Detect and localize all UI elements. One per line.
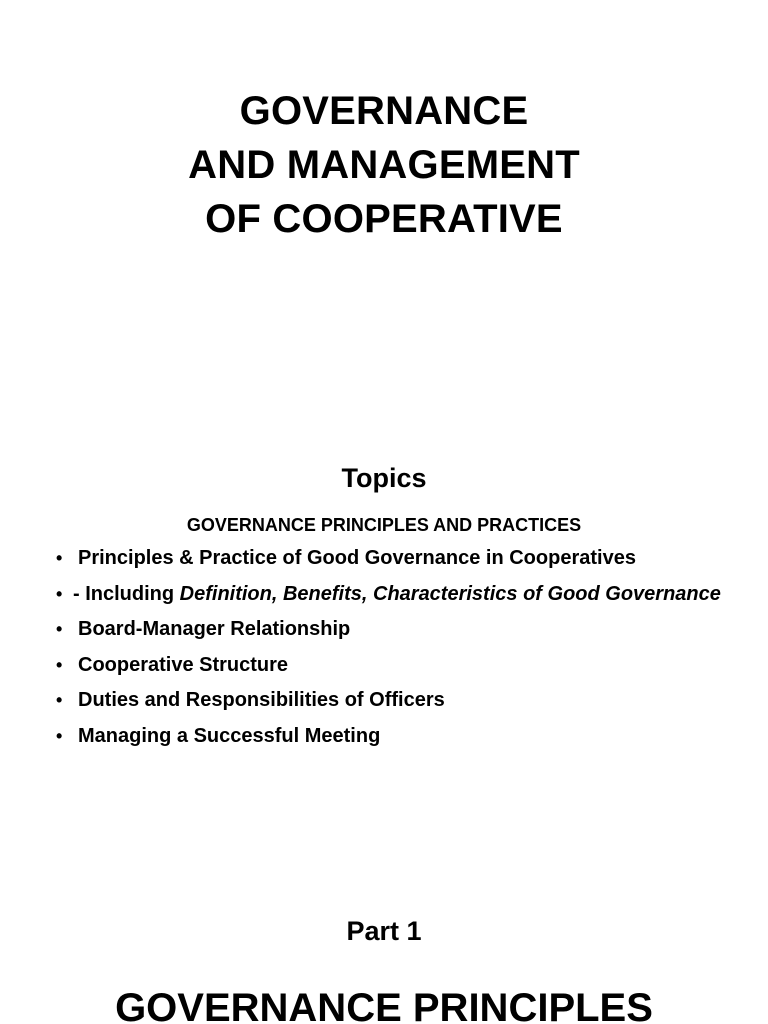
document-title bbox=[0, 84, 768, 246]
topic-list bbox=[56, 544, 736, 757]
topic-item bbox=[56, 544, 736, 572]
bullet-icon: • bbox=[56, 654, 63, 675]
topic-text: Principles & Practice of Good Governance in Cooperatives bbox=[78, 547, 636, 569]
topic-item bbox=[56, 615, 736, 643]
topic-text: Managing a Successful Meeting bbox=[78, 724, 381, 747]
title-line-1: GOVERNANCE bbox=[239, 89, 529, 133]
topic-prefix: - Including bbox=[73, 582, 180, 605]
bullet-icon: • bbox=[56, 725, 63, 746]
bullet-icon: • bbox=[56, 690, 63, 710]
title-line-3: OF COOPERATIVE bbox=[205, 197, 563, 241]
section-title: GOVERNANCE PRINCIPLES bbox=[115, 986, 653, 1024]
topic-italic-text: Definition, Benefits, Characteristics of Good Governance bbox=[179, 582, 721, 605]
part-label: Part 1 bbox=[346, 916, 422, 946]
topic-item bbox=[56, 686, 736, 714]
bullet-icon: • bbox=[56, 548, 63, 568]
topic-text: Cooperative Structure bbox=[78, 653, 289, 676]
topic-item bbox=[56, 722, 736, 750]
topic-text: Duties and Responsibilities of Officers bbox=[78, 689, 445, 711]
topics-subheading: GOVERNANCE PRINCIPLES AND PRACTICES bbox=[186, 515, 582, 535]
title-line-2: AND MANAGEMENT bbox=[188, 143, 580, 187]
topic-text: Board-Manager Relationship bbox=[78, 618, 351, 640]
topic-item bbox=[56, 651, 736, 679]
bullet-icon: • bbox=[56, 583, 63, 604]
bullet-icon: • bbox=[56, 619, 63, 639]
topics-heading: Topics bbox=[341, 463, 427, 493]
topic-item bbox=[56, 580, 736, 608]
